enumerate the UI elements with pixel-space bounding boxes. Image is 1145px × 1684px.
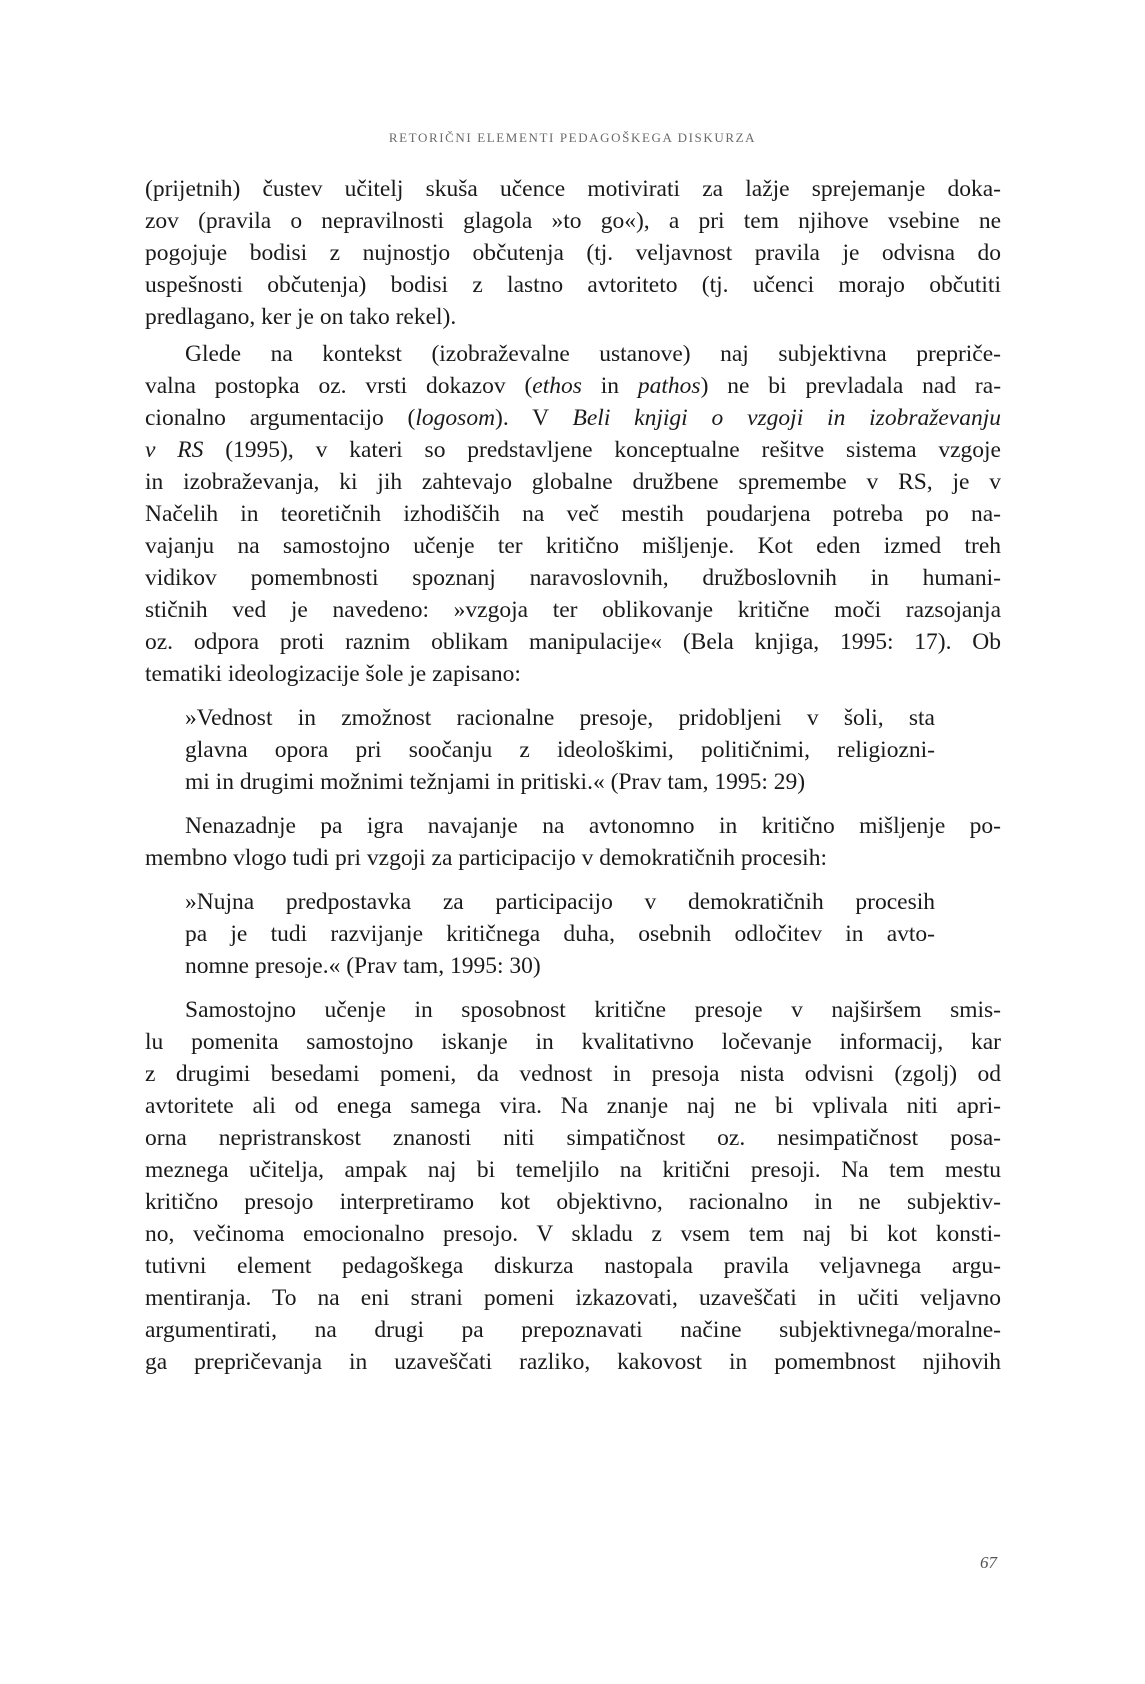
block-quote [145, 702, 1001, 798]
text-line: Nenazadnje pa igra navajanje na avtonomno in kritično mišljenje po- [185, 813, 1001, 839]
text-line: in izobraževanja, ki jih zahtevajo globalne družbene spremembe v RS, je v [145, 469, 1001, 495]
text-run: ) ne bi prevladala nad ra- [700, 373, 1002, 399]
text-line: kritično presojo interpretiramo kot objektivno, racionalno in ne subjektiv- [145, 1189, 1001, 1215]
text-run: ). V [495, 405, 573, 431]
italic-term: logosom [415, 405, 496, 431]
text-line [145, 370, 1001, 402]
text-line: mentiranja. To na eni strani pomeni izkazovati, uzaveščati in učiti veljavno [145, 1285, 1001, 1311]
text-line: z drugimi besedami pomeni, da vednost in presoja nista odvisni (zgolj) od [145, 1061, 1001, 1087]
text-line: Načelih in teoretičnih izhodiščih na več mestih poudarjena potreba po na- [145, 501, 1001, 527]
text-run: (1995), v kateri so predstavljene konceptualne rešitve sistema vzgoje [203, 437, 1001, 463]
paragraph [145, 173, 1001, 333]
quote-line: nomne presoje.« (Prav tam, 1995: 30) [185, 953, 541, 979]
text-run: in [581, 373, 638, 399]
text-line: Glede na kontekst (izobraževalne ustanove) naj subjektivna prepriče- [185, 341, 1001, 367]
quote-line: »Vednost in zmožnost racionalne presoje, pridobljeni v šoli, sta [185, 705, 935, 731]
text-line: lu pomenita samostojno iskanje in kvalitativno ločevanje informacij, kar [145, 1029, 1001, 1055]
text-line: oz. odpora proti raznim oblikam manipulacije« (Bela knjiga, 1995: 17). Ob [145, 629, 1001, 655]
text-line: vajanju na samostojno učenje ter kritično mišljenje. Kot eden izmed treh [145, 533, 1001, 559]
quote-line: glavna opora pri soočanju z ideološkimi, političnimi, religiozni- [185, 737, 935, 763]
body-text [145, 173, 1001, 1378]
text-line: uspešnosti občutenja) bodisi z lastno avtoriteto (tj. učenci morajo občutiti [145, 272, 1001, 298]
text-line: avtoritete ali od enega samega vira. Na znanje naj ne bi vplivala niti apri- [145, 1093, 1001, 1119]
quote-line: pa je tudi razvijanje kritičnega duha, osebnih odločitev in avto- [185, 921, 935, 947]
text-line: predlagano, ker je on tako rekel). [145, 304, 457, 330]
text-line: orna nepristranskost znanosti niti simpatičnost oz. nesimpatičnost posa- [145, 1125, 1001, 1151]
text-line: (prijetnih) čustev učitelj skuša učence motivirati za lažje sprejemanje doka- [145, 176, 1001, 202]
text-line [145, 402, 1001, 434]
text-line: pogojuje bodisi z nujnostjo občutenja (tj. veljavnost pravila je odvisna do [145, 240, 1001, 266]
quote-line: mi in drugimi možnimi težnjami in pritiski.« (Prav tam, 1995: 29) [185, 769, 806, 795]
text-line: tematiki ideologizacije šole je zapisano: [145, 661, 521, 687]
text-line: zov (pravila o nepravilnosti glagola »to go«), a pri tem njihove vsebine ne [145, 208, 1001, 234]
text-line: stičnih ved je navedeno: »vzgoja ter oblikovanje kritične moči razsojanja [145, 597, 1001, 623]
text-line: tutivni element pedagoškega diskurza nastopala pravila veljavnega argu- [145, 1253, 1001, 1279]
italic-title: Beli knjigi o vzgoji in izobraževanju [572, 405, 1001, 431]
paragraph [145, 994, 1001, 1378]
italic-term: pathos [637, 373, 701, 399]
paragraph [145, 810, 1001, 874]
text-line: argumentirati, na drugi pa prepoznavati načine subjektivnega/moralne- [145, 1317, 1001, 1343]
text-line: Samostojno učenje in sposobnost kritične presoje v najširšem smis- [185, 997, 1001, 1023]
italic-term: ethos [532, 373, 582, 399]
text-line: membno vlogo tudi pri vzgoji za participacijo v demokratičnih procesih: [145, 845, 827, 871]
running-head: RETORIČNI ELEMENTI PEDAGOŠKEGA DISKURZA [388, 130, 757, 145]
text-line [145, 434, 1001, 466]
block-quote [145, 886, 1001, 982]
paragraph [145, 338, 1001, 690]
text-line: no, večinoma emocionalno presojo. V skladu z vsem tem naj bi kot konsti- [145, 1221, 1001, 1247]
page-number: 67 [980, 1553, 997, 1572]
quote-line: »Nujna predpostavka za participacijo v demokratičnih procesih [185, 889, 935, 915]
text-line: ga prepričevanja in uzaveščati razliko, kakovost in pomembnost njihovih [145, 1349, 1001, 1375]
italic-title: v RS [145, 437, 204, 463]
text-run: valna postopka oz. vrsti dokazov ( [145, 373, 533, 399]
text-line: vidikov pomembnosti spoznanj naravoslovnih, družboslovnih in humani- [145, 565, 1001, 591]
text-run: cionalno argumentacijo ( [145, 405, 416, 431]
text-line: meznega učitelja, ampak naj bi temeljilo na kritični presoji. Na tem mestu [145, 1157, 1001, 1183]
